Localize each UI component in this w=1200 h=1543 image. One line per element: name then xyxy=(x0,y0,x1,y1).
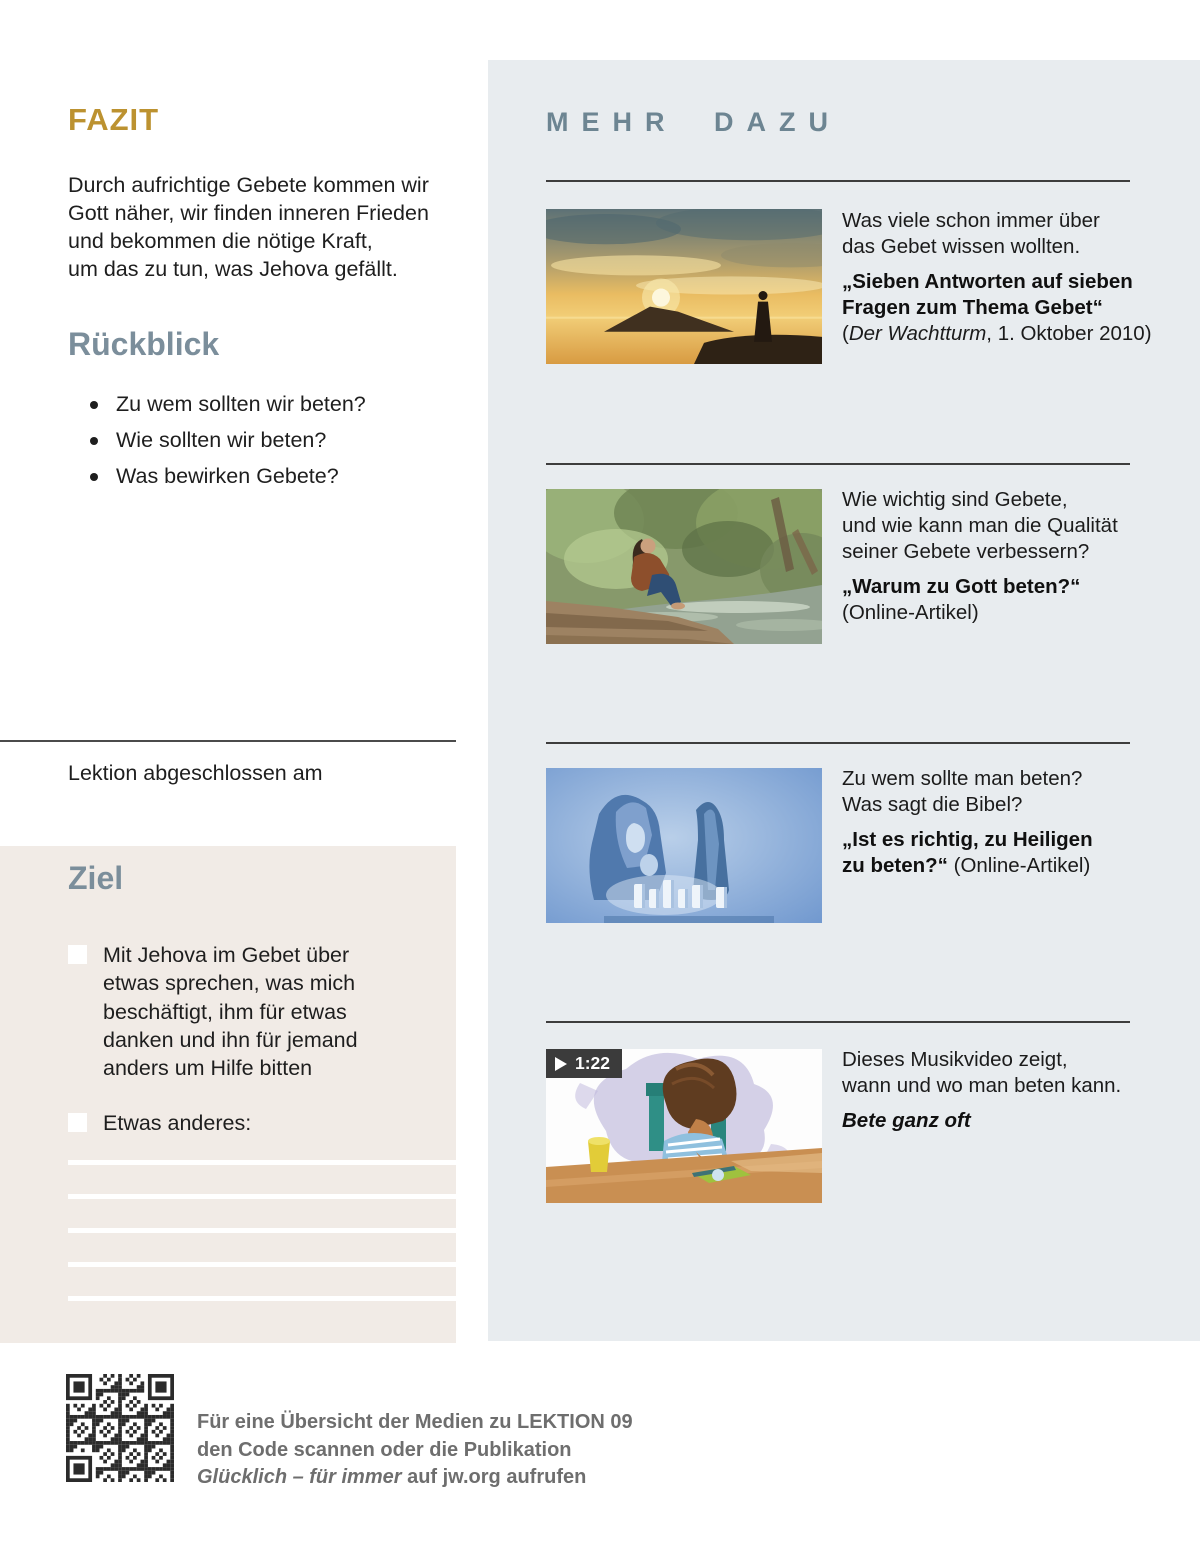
other-goal-checkbox[interactable] xyxy=(68,1113,87,1132)
thumbnail-music-video[interactable] xyxy=(546,1049,822,1203)
qr-code-image xyxy=(66,1374,174,1482)
lake-photo-illustration xyxy=(546,489,822,644)
fazit-line: um das zu tun, was Jehova gefällt. xyxy=(68,257,398,281)
media-item-text: Wie wichtig sind Gebete, und wie kann man die Qualität seiner Gebete verbessern? „Warum zu Gott beten?“ (Online-Artikel) xyxy=(842,487,1177,626)
lesson-completed-label: Lektion abgeschlossen am xyxy=(68,761,323,785)
fazit-line: Gott näher, wir finden inneren Frieden xyxy=(68,201,429,225)
media-item-title[interactable]: „Ist es richtig, zu Heiligen zu beten?“ (Online-Artikel) xyxy=(842,828,1093,877)
review-question: Was bewirken Gebete? xyxy=(90,464,366,500)
video-duration-badge: 1:22 xyxy=(546,1049,622,1078)
media-item-title[interactable]: „Sieben Antworten auf sieben Fragen zum Thema Gebet“ (Der Wachtturm, 1. Oktober 2010) xyxy=(842,269,1177,347)
fazit-paragraph xyxy=(68,171,429,283)
write-line[interactable] xyxy=(68,1194,456,1199)
media-item-reference: (Online-Artikel) xyxy=(842,601,979,624)
bullet-icon xyxy=(90,401,98,409)
media-item-reference: (Online-Artikel) xyxy=(947,854,1091,877)
bullet-icon xyxy=(90,437,98,445)
media-item-text: Dieses Musikvideo zeigt, wann und wo man beten kann. Bete ganz oft xyxy=(842,1047,1177,1134)
blue-prayer-illustration xyxy=(546,768,822,923)
ziel-section xyxy=(0,846,456,1343)
item-divider-line xyxy=(546,463,1130,465)
write-line[interactable] xyxy=(68,1262,456,1267)
play-icon xyxy=(555,1057,567,1071)
rueckblick-heading: Rückblick xyxy=(68,326,220,362)
mehr-dazu-panel xyxy=(488,60,1200,1341)
review-question-list xyxy=(90,392,366,500)
write-line[interactable] xyxy=(68,1160,456,1165)
review-question: Zu wem sollten wir beten? xyxy=(90,392,366,428)
media-item-text: Was viele schon immer über das Gebet wissen wollten. „Sieben Antworten auf sieben Fragen zum Thema Gebet“ (Der Wachtturm, 1. Oktober 2010) xyxy=(842,208,1177,347)
thumbnail-woman-lake[interactable] xyxy=(546,489,822,644)
fazit-line: Durch aufrichtige Gebete kommen wir xyxy=(68,173,429,197)
fazit-line: und bekommen die nötige Kraft, xyxy=(68,229,373,253)
media-item-reference: (Der Wachtturm, 1. Oktober 2010) xyxy=(842,322,1152,345)
goal-checkbox[interactable] xyxy=(68,945,87,964)
publication-title: Glücklich – für immer xyxy=(197,1466,402,1488)
write-line[interactable] xyxy=(68,1228,456,1233)
thumbnail-praying-woman[interactable] xyxy=(546,768,822,923)
media-item-title[interactable]: Bete ganz oft xyxy=(842,1109,971,1132)
fazit-heading: FAZIT xyxy=(68,102,160,137)
bullet-icon xyxy=(90,473,98,481)
footer-note: Für eine Übersicht der Medien zu LEKTION 09 den Code scannen oder die Publikation Glücklich – für immer auf jw.org aufrufen xyxy=(197,1411,633,1488)
other-goal-label: Etwas anderes: xyxy=(103,1111,252,1135)
item-divider-line xyxy=(546,180,1130,182)
mehr-dazu-heading: MEHR DAZU xyxy=(546,107,841,137)
section-divider-line xyxy=(0,740,456,742)
goal-text: Mit Jehova im Gebet über etwas sprechen, was mich beschäftigt, ihm für etwas danken und ihn für jemand anders um Hilfe bitten xyxy=(103,943,358,1081)
media-item-text: Zu wem sollte man beten? Was sagt die Bibel? „Ist es richtig, zu Heiligen zu beten?“ (Online-Artikel) xyxy=(842,766,1177,879)
ziel-heading: Ziel xyxy=(68,860,124,896)
qr-code xyxy=(66,1374,174,1482)
thumbnail-sunset-prayer[interactable] xyxy=(546,209,822,364)
write-line[interactable] xyxy=(68,1296,456,1301)
sunset-illustration xyxy=(546,209,822,364)
item-divider-line xyxy=(546,742,1130,744)
media-item-title[interactable]: „Warum zu Gott beten?“ (Online-Artikel) xyxy=(842,574,1177,626)
review-question: Wie sollten wir beten? xyxy=(90,428,366,464)
item-divider-line xyxy=(546,1021,1130,1023)
